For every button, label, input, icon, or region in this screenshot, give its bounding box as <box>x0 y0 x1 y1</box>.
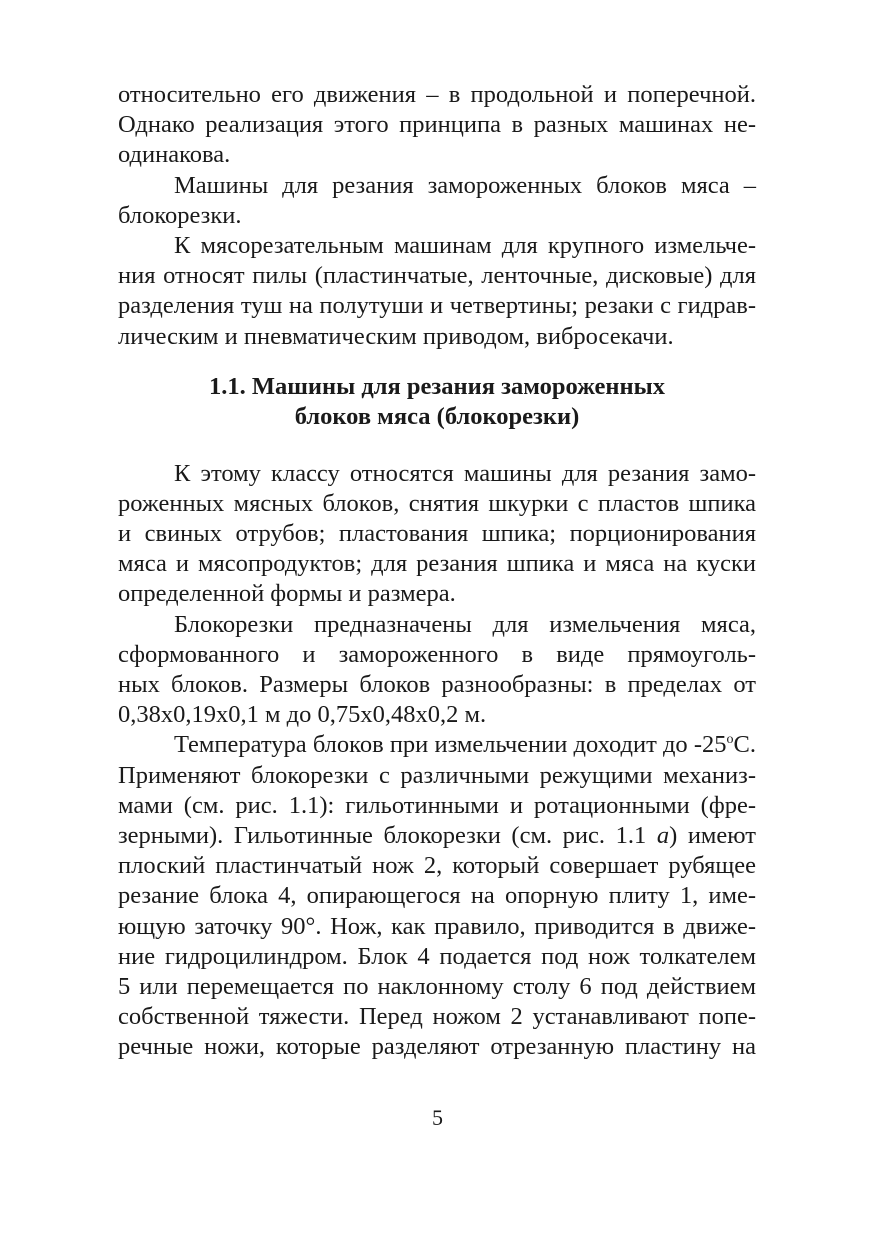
text-line: собственной тяжести. Перед ножом 2 устанавливают попе- <box>118 1003 756 1031</box>
text-line: мяса и мясопродуктов; для резания шпика и мяса на куски <box>118 550 756 578</box>
text-segment: ) имеют <box>669 821 756 849</box>
text-line: сформованного и замороженного в виде прямоуголь- <box>118 640 756 668</box>
text-line <box>118 821 756 851</box>
figure-label-italic: а <box>656 821 670 849</box>
section-heading-line: 1.1. Машины для резания замороженных <box>208 372 666 400</box>
paragraph <box>118 231 756 352</box>
paragraph-continuation <box>118 80 756 171</box>
text-segment: Температура блоков при измельчении доходит до -25 <box>174 731 727 759</box>
paragraph <box>118 730 756 1062</box>
text-line: Однако реализация этого принципа в разных машинах не- <box>118 111 756 139</box>
text-line: Применяют блокорезки с различными режущими механиз- <box>118 761 756 789</box>
page-text <box>118 80 756 1062</box>
text-line: К этому классу относятся машины для резания замо- <box>174 459 756 487</box>
text-line: относительно его движения – в продольной и поперечной. <box>118 81 756 108</box>
page-number: 5 <box>432 1105 443 1130</box>
section-heading <box>118 372 756 433</box>
degree-superscript: о <box>726 732 734 748</box>
text-line: ющую заточку 90°. Нож, как правило, приводится в движе- <box>118 912 756 940</box>
text-line: лическим и пневматическим приводом, вибросекачи. <box>118 322 674 350</box>
text-line: разделения туш на полутуши и четвертины; резаки с гидрав- <box>118 292 756 320</box>
text-line: и свиных отрубов; пластования шпика; порционирования <box>118 520 756 548</box>
text-line: определенной формы и размера. <box>118 580 456 608</box>
text-segment: зерными). Гильотинные блокорезки (см. рис. 1.1 <box>118 821 657 849</box>
text-line: 5 или перемещается по наклонному столу 6 под действием <box>118 972 756 1000</box>
text-line: К мясорезательным машинам для крупного измельче- <box>174 231 756 259</box>
paragraph <box>118 171 756 231</box>
text-line: ния относят пилы (пластинчатые, ленточные, дисковые) для <box>118 262 756 290</box>
text-line: Блокорезки предназначены для измельчения мяса, <box>174 610 756 638</box>
text-line: ных блоков. Размеры блоков разнообразны: в пределах от <box>118 671 756 698</box>
text-line: блокорезки. <box>118 201 242 229</box>
text-line: Машины для резания замороженных блоков мяса – <box>174 171 756 199</box>
text-line: мами (см. рис. 1.1): гильотинными и ротационными (фре- <box>118 791 756 819</box>
text-line: резание блока 4, опирающегося на опорную плиту 1, име- <box>118 882 756 910</box>
text-line: роженных мясных блоков, снятия шкурки с пластов шпика <box>118 489 756 517</box>
paragraph <box>118 459 756 610</box>
text-line <box>118 730 756 760</box>
text-line: 0,38х0,19х0,1 м до 0,75х0,48х0,2 м. <box>118 701 487 729</box>
text-line: плоский пластинчатый нож 2, который совершает рубящее <box>118 852 756 880</box>
section-heading-line: блоков мяса (блокорезки) <box>294 403 580 431</box>
text-segment: С. <box>733 731 756 759</box>
paragraph <box>118 610 756 731</box>
text-line: ние гидроцилиндром. Блок 4 подается под нож толкателем <box>118 942 756 970</box>
text-line: одинакова. <box>118 141 231 169</box>
text-line: речные ножи, которые разделяют отрезанную пластину на <box>118 1033 756 1061</box>
